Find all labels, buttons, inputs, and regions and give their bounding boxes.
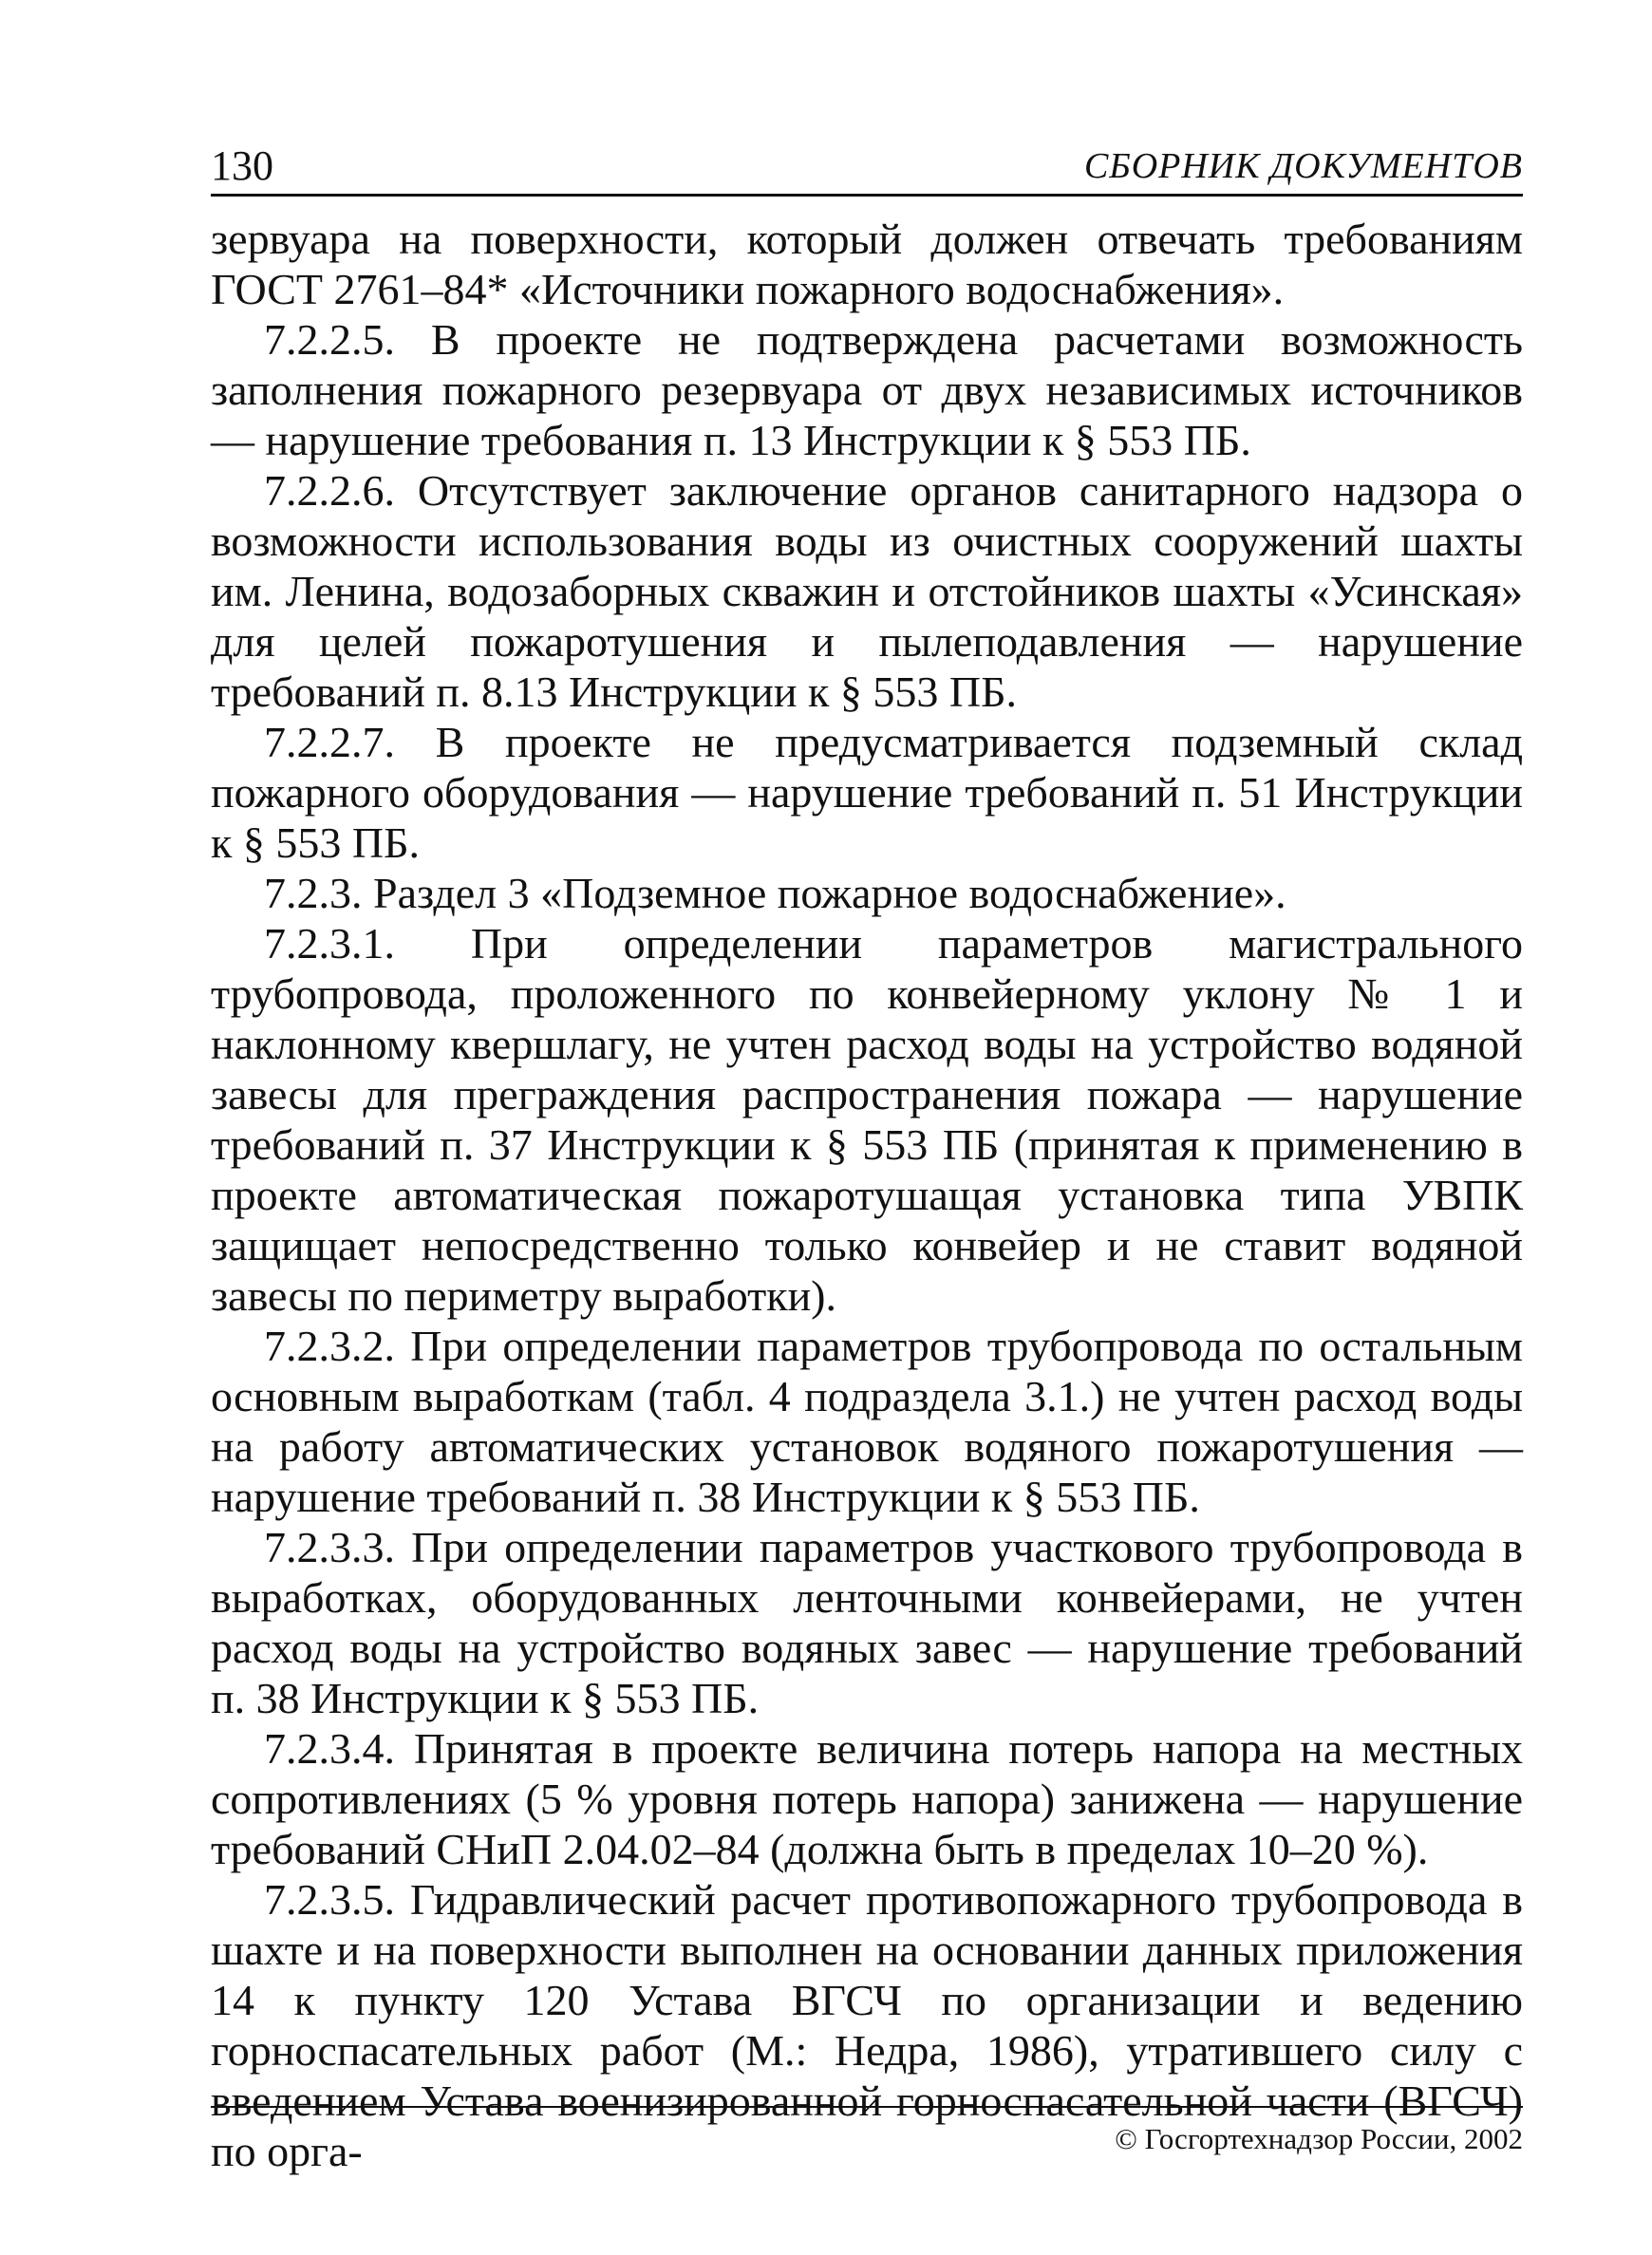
paragraph-7-2-2-5: 7.2.2.5. В проекте не подтверждена расчетами возможность заполнения пожарного резервуара от двух независимых источников — нарушение требования п. 13 Инструкции к § 553 ПБ. — [211, 315, 1523, 464]
header-rule — [211, 194, 1523, 197]
footer-copyright: © Госгортехнадзор России, 2002 — [1115, 2122, 1523, 2155]
footer-rule — [211, 2106, 1523, 2108]
paragraph-7-2-2-6: 7.2.2.6. Отсутствует заключение органов санитарного надзора о возможности использования воды из очистных сооружений шахты им. Ленина, водозаборных скважин и отстойников шахты «Усинская» для целей пожаротушения и пылеподавления — нарушение требований п. 8.13 Инструкции к § 553 ПБ. — [211, 466, 1523, 716]
paragraph-7-2-3-4: 7.2.3.4. Принятая в проекте величина потерь напора на местных сопротивлениях (5 % уровня потерь напора) занижена — нарушение требований СНиП 2.04.02–84 (должна быть в пределах 10–20 %). — [211, 1724, 1523, 1873]
page-number: 130 — [211, 142, 273, 189]
paragraph-7-2-3: 7.2.3. Раздел 3 «Подземное пожарное водоснабжение». — [264, 869, 1286, 917]
running-title: СБОРНИК ДОКУМЕНТОВ — [1083, 146, 1523, 186]
paragraph-7-2-3-2: 7.2.3.2. При определении параметров трубопровода по остальным основным выработкам (табл. 4 подраздела 3.1.) не учтен расход воды на работу автоматических установок водяного пожаротушения — нарушение требований п. 38 Инструкции к § 553 ПБ. — [211, 1322, 1523, 1521]
paragraph-continuation: зервуара на поверхности, который должен отвечать требованиям ГОСТ 2761–84* «Источники пожарного водоснабжения». — [211, 215, 1523, 313]
body-text — [211, 214, 1523, 2176]
paragraph-7-2-3-1: 7.2.3.1. При определении параметров магистрального трубопровода, проложенного по конвейерному уклону № 1 и наклонному квершлагу, не учтен расход воды на устройство водяной завесы для преграждения распространения пожара — нарушение требований п. 37 Инструкции к § 553 ПБ (принятая к применению в проекте автоматическая пожаротушащая установка типа УВПК защищает непосредственно только конвейер и не ставит водяной завесы по периметру выработки). — [211, 919, 1523, 1320]
page-header — [211, 142, 1523, 190]
paragraph-7-2-2-7: 7.2.2.7. В проекте не предусматривается подземный склад пожарного оборудования — нарушение требований п. 51 Инструкции к § 553 ПБ. — [211, 718, 1523, 867]
paragraph-7-2-3-3: 7.2.3.3. При определении параметров участкового трубопровода в выработках, оборудованных ленточными конвейерами, не учтен расход воды на устройство водяных завес — нарушение требований п. 38 Инструкции к § 553 ПБ. — [211, 1523, 1523, 1722]
paragraph-7-2-3-5: 7.2.3.5. Гидравлический расчет противопожарного трубопровода в шахте и на поверхности выполнен на основании данных приложения 14 к пункту 120 Устава ВГСЧ по организации и ведению горноспасательных работ (М.: Недра, 1986), утратившего силу с введением Устава военизированной горноспасательной части (ВГСЧ) по орга- — [211, 1875, 1523, 2175]
